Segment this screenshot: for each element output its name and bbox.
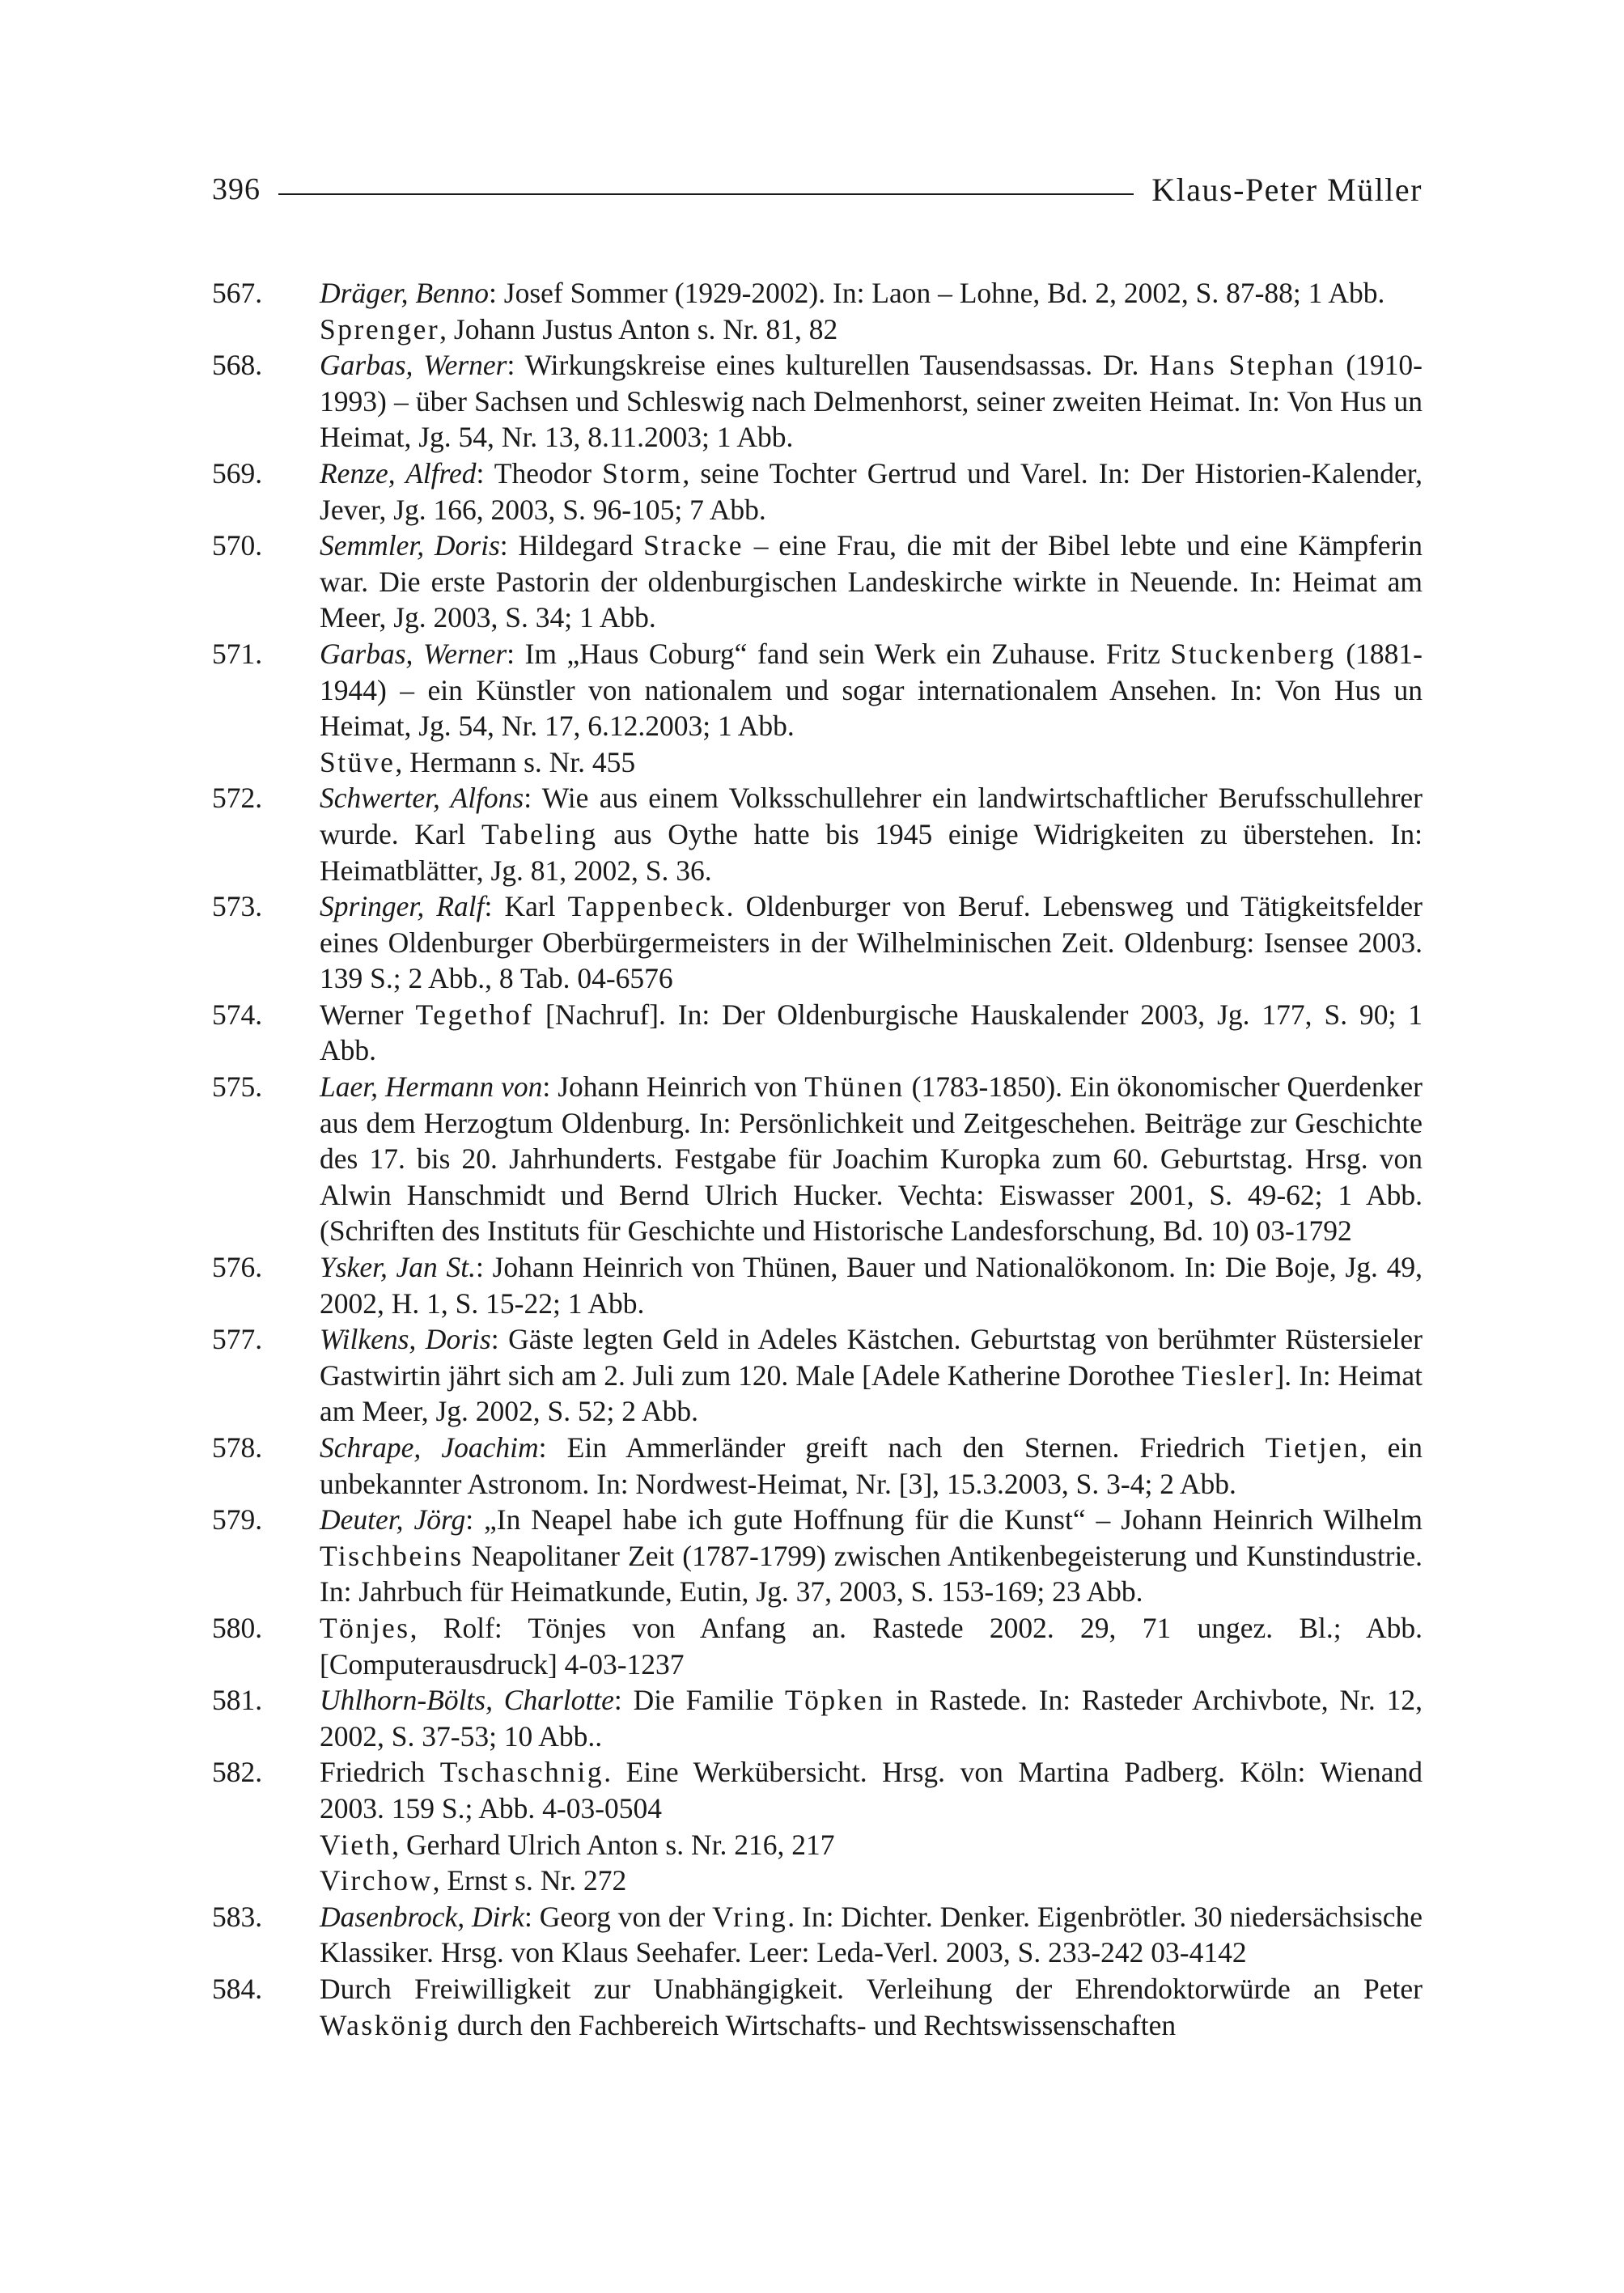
entry-number: 579. xyxy=(212,1503,263,1536)
entry-number: 576. xyxy=(212,1251,263,1284)
subject-name: Tiesler xyxy=(1181,1358,1275,1392)
cross-reference xyxy=(320,312,1423,348)
author-name: Dasenbrock, Dirk xyxy=(320,1900,525,1933)
entry-number: 584. xyxy=(212,1972,263,2005)
citation-text: : Georg von der xyxy=(524,1900,713,1933)
entry-text xyxy=(320,275,1423,347)
author-name: Laer, Hermann von xyxy=(320,1070,543,1104)
subject-name: Stracke xyxy=(643,529,744,562)
entry-number: 575. xyxy=(212,1070,263,1104)
entry-text xyxy=(320,1899,1423,1971)
citation-text: , Rolf: Tönjes von Anfang an. Rastede 2002. 29, 71 ungez. Bl.; Abb. [Computerausdruck] 4-03-1237 xyxy=(320,1611,1423,1681)
entry-number: 580. xyxy=(212,1611,263,1644)
citation-text: aus Oythe hatte bis 1945 einige Widrigkeiten zu überstehen. In: Heimatblätter, Jg. 81, 2002, S. 36. xyxy=(320,817,1423,887)
bibliography-list xyxy=(212,275,1423,2043)
bibliography-entry xyxy=(212,997,1423,1069)
citation-text: (1881-1944) – ein Künstler von nationalem und sogar internationalem Ansehen. In: Von Hus un Heimat, Jg. 54, Nr. 17, 6.12.2003; 1 Abb. xyxy=(320,637,1423,743)
cross-reference-text: , Gerhard Ulrich Anton s. Nr. 216, 217 xyxy=(392,1828,835,1861)
author-name: Dräger, Benno xyxy=(320,277,490,309)
entry-text xyxy=(320,1069,1423,1249)
entry-text xyxy=(320,1971,1423,2043)
entry-number: 578. xyxy=(212,1431,263,1464)
citation-text: : „In Neapel habe ich gute Hoffnung für die Kunst“ – Johann Heinrich Wilhelm xyxy=(465,1503,1423,1536)
bibliography-entry xyxy=(212,888,1423,997)
entry-number: 577. xyxy=(212,1323,263,1356)
subject-name: Thünen xyxy=(804,1070,905,1104)
entry-number: 569. xyxy=(212,456,263,490)
author-name: Schwerter, Alfons xyxy=(320,782,524,815)
author-name: Garbas, Werner xyxy=(320,349,507,382)
page-header xyxy=(212,168,1423,210)
citation-text: . Oldenburger von Beruf. Lebensweg und Tätigkeitsfelder eines Oldenburger Oberbürgermeisters in der Wilhelminischen Zeit. Oldenburg: Isensee 2003. 139 S.; 2 Abb., 8 Tab. 04-6576 xyxy=(320,890,1423,995)
bibliography-entry xyxy=(212,275,1423,347)
entry-text xyxy=(320,636,1423,780)
entry-text xyxy=(320,780,1423,888)
bibliography-entry xyxy=(212,1430,1423,1502)
author-name: Springer, Ralf xyxy=(320,890,485,923)
entry-number: 574. xyxy=(212,998,263,1031)
subject-name: Vieth xyxy=(320,1828,392,1861)
cross-reference-text: , Ernst s. Nr. 272 xyxy=(432,1864,627,1897)
citation-text: : Im „Haus Coburg“ fand sein Werk ein Zuhause. Fritz xyxy=(507,637,1171,670)
cross-reference xyxy=(320,744,1423,781)
entry-text xyxy=(320,1249,1423,1321)
entry-number: 583. xyxy=(212,1900,263,1933)
header-rule xyxy=(278,193,1134,195)
subject-name: Hans Stephan xyxy=(1149,349,1336,382)
citation-text: : Johann Heinrich von Thünen, Bauer und Nationalökonom. In: Die Boje, Jg. 49, 2002, H. 1, S. 15-22; 1 Abb. xyxy=(320,1251,1423,1320)
citation-text: : Hildegard xyxy=(499,529,644,562)
citation-text: Durch Freiwilligkeit zur Unabhängigkeit. Verleihung der Ehrendoktorwürde an Peter xyxy=(320,1972,1423,2005)
citation-text: : Karl xyxy=(484,890,568,923)
subject-name: Virchow xyxy=(320,1864,433,1897)
subject-name: Waskönig xyxy=(320,2008,451,2041)
entry-text xyxy=(320,1430,1423,1502)
citation-text: (1783-1850). Ein ökonomischer Querdenker aus dem Herzogtum Oldenburg. In: Persönlichkeit und Zeitgeschehen. Beiträge zur Geschichte des 17. bis 20. Jahrhunderts. Festgabe für Joachim Kuropka zum 60. Geburtstag. Hrsg. von Alwin Hanschmidt und Bernd Ulrich Hucker. Vechta: Eiswasser 2001, S. 49-62; 1 Abb. (Schriften des Instituts für Geschichte und Historische Landesforschung, Bd. 10) 03-1792 xyxy=(320,1070,1423,1248)
bibliography-entry xyxy=(212,1249,1423,1321)
author-name: Renze, Alfred xyxy=(320,456,477,490)
citation-text: : Wie aus einem Volksschullehrer ein landwirtschaftlicher Berufsschullehrer wurde. Karl xyxy=(320,782,1423,850)
subject-name: Tietjen xyxy=(1265,1431,1360,1464)
author-name: Uhlhorn-Bölts, Charlotte xyxy=(320,1684,614,1717)
bibliography-entry xyxy=(212,456,1423,528)
bibliography-entry xyxy=(212,1321,1423,1430)
citation-text: : Gäste legten Geld in Adeles Kästchen. Geburtstag von berühmter Rüstersieler Gastwirtin jährt sich am 2. Juli zum 120. Male [Adele Katherine Dorothee xyxy=(320,1323,1423,1392)
citation-text: [Nachruf]. In: Der Oldenburgische Hauskalender 2003, Jg. 177, S. 90; 1 Abb. xyxy=(320,998,1423,1067)
bibliography-entry xyxy=(212,1971,1423,2043)
entry-text xyxy=(320,997,1423,1069)
entry-number: 573. xyxy=(212,890,263,923)
entry-text xyxy=(320,888,1423,997)
entry-text xyxy=(320,456,1423,528)
entry-number: 570. xyxy=(212,529,263,562)
entry-number: 567. xyxy=(212,277,263,309)
subject-name: Stuckenberg xyxy=(1170,637,1336,670)
author-name: Schrape, Joachim xyxy=(320,1431,539,1464)
entry-text xyxy=(320,1610,1423,1682)
author-name: Ysker, Jan St. xyxy=(320,1251,476,1284)
citation-text: : Josef Sommer (1929-2002). In: Laon – Lohne, Bd. 2, 2002, S. 87-88; 1 Abb. xyxy=(489,277,1385,309)
citation-text: Neapolitaner Zeit (1787-1799) zwischen Antikenbegeisterung und Kunstindustrie. In: Jahrbuch für Heimatkunde, Eutin, Jg. 37, 2003, S. 153-169; 23 Abb. xyxy=(320,1539,1423,1608)
citation-text: (1910-1993) – über Sachsen und Schleswig nach Delmenhorst, seiner zweiten Heimat. In: Von Hus un Heimat, Jg. 54, Nr. 13, 8.11.2003; 1 Abb. xyxy=(320,349,1423,454)
subject-name: Tegethof xyxy=(415,998,534,1031)
bibliography-entry xyxy=(212,347,1423,456)
subject-name: Vring xyxy=(712,1900,788,1933)
bibliography-entry xyxy=(212,1682,1423,1754)
subject-name: Tschaschnig xyxy=(439,1756,604,1789)
citation-text: . In: Dichter. Denker. Eigenbrötler. 30 niedersächsische Klassiker. Hrsg. von Klaus Seehafer. Leer: Leda-Verl. 2003, S. 233-242 03-4142 xyxy=(320,1900,1423,1969)
subject-name: Tabeling xyxy=(481,817,598,850)
entry-text xyxy=(320,1502,1423,1610)
citation-text: ]. In: Heimat am Meer, Jg. 2002, S. 52; 2 Abb. xyxy=(320,1358,1423,1428)
bibliography-entry xyxy=(212,636,1423,780)
entry-number: 582. xyxy=(212,1756,263,1789)
subject-name: Stüve xyxy=(320,745,396,778)
subject-name: Storm xyxy=(602,456,683,490)
bibliography-entry xyxy=(212,1610,1423,1682)
entry-text xyxy=(320,1682,1423,1754)
author-name: Semmler, Doris xyxy=(320,529,500,562)
author-name: Wilkens, Doris xyxy=(320,1323,491,1356)
citation-text: : Wirkungskreise eines kulturellen Tausendsassas. Dr. xyxy=(507,349,1150,382)
entry-text xyxy=(320,528,1423,636)
subject-name: Tönjes xyxy=(320,1611,410,1644)
citation-text: , seine Tochter Gertrud und Varel. In: Der Historien-Kalender, Jever, Jg. 166, 2003, S. 96-105; 7 Abb. xyxy=(320,456,1423,526)
subject-name: Tappenbeck xyxy=(567,890,727,923)
citation-text: : Theodor xyxy=(476,456,603,490)
citation-text: in Rastede. In: Rasteder Archivbote, Nr. 12, 2002, S. 37-53; 10 Abb.. xyxy=(320,1684,1423,1753)
citation-text: Werner xyxy=(320,998,416,1031)
bibliography-entry xyxy=(212,1502,1423,1610)
running-head: Klaus-Peter Müller xyxy=(1151,171,1423,208)
cross-reference-text: , Hermann s. Nr. 455 xyxy=(395,745,636,778)
author-name: Garbas, Werner xyxy=(320,637,507,670)
entry-text xyxy=(320,1754,1423,1898)
subject-name: Sprenger xyxy=(320,312,440,345)
page-number: 396 xyxy=(212,172,261,206)
entry-text xyxy=(320,347,1423,456)
subject-name: Tischbeins xyxy=(320,1539,464,1572)
bibliography-entry xyxy=(212,1754,1423,1898)
citation-text: : Die Familie xyxy=(613,1684,785,1717)
entry-text xyxy=(320,1321,1423,1430)
entry-number: 581. xyxy=(212,1684,263,1717)
author-name: Deuter, Jörg xyxy=(320,1503,466,1536)
entry-number: 572. xyxy=(212,782,263,815)
citation-text: . Eine Werkübersicht. Hrsg. von Martina Padberg. Köln: Wienand 2003. 159 S.; Abb. 4-03-0504 xyxy=(320,1756,1423,1825)
subject-name: Töpken xyxy=(784,1684,885,1717)
citation-text: : Ein Ammerländer greift nach den Sternen. Friedrich xyxy=(538,1431,1266,1464)
citation-text: Friedrich xyxy=(320,1756,440,1789)
entry-number: 571. xyxy=(212,637,263,670)
citation-text: : Johann Heinrich von xyxy=(542,1070,805,1104)
citation-text: durch den Fachbereich Wirtschafts- und Rechtswissenschaften xyxy=(450,2008,1177,2041)
cross-reference xyxy=(320,1863,1423,1899)
entry-number: 568. xyxy=(212,349,263,382)
cross-reference-text: , Johann Justus Anton s. Nr. 81, 82 xyxy=(439,312,838,345)
bibliography-entry xyxy=(212,528,1423,636)
bibliography-entry xyxy=(212,780,1423,888)
citation-text: – eine Frau, die mit der Bibel lebte und eine Kämpferin war. Die erste Pastorin der oldenburgischen Landeskirche wirkte in Neuende. In: Heimat am Meer, Jg. 2003, S. 34; 1 Abb. xyxy=(320,529,1423,634)
bibliography-entry xyxy=(212,1069,1423,1249)
bibliography-entry xyxy=(212,1899,1423,1971)
citation-text: , ein unbekannter Astronom. In: Nordwest-Heimat, Nr. [3], 15.3.2003, S. 3-4; 2 Abb. xyxy=(320,1431,1423,1500)
cross-reference xyxy=(320,1827,1423,1863)
